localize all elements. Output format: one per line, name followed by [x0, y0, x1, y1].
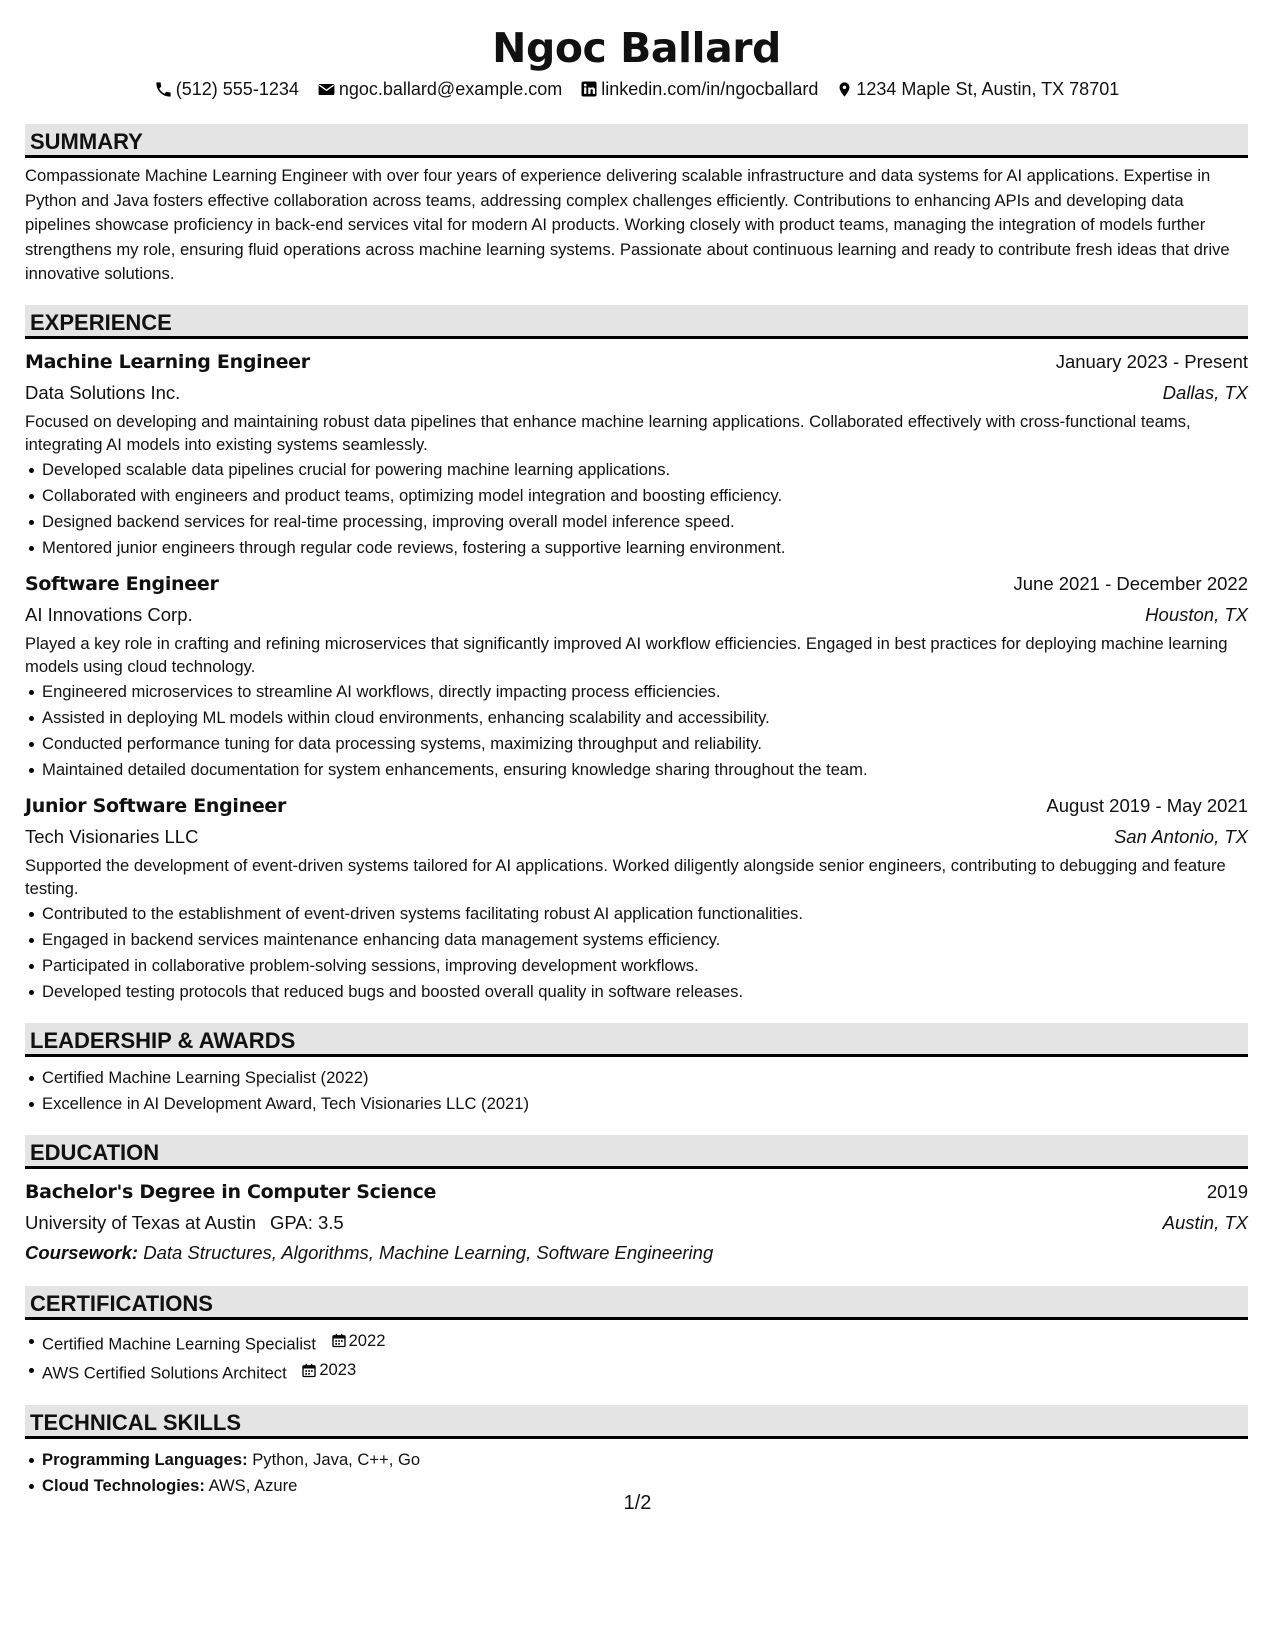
contact-linkedin[interactable] — [580, 77, 818, 101]
education-entry — [25, 1177, 1248, 1268]
job-dates: August 2019 - May 2021 — [1046, 794, 1248, 816]
job-description: Focused on developing and maintaining robust data pipelines that enhance machine learning applications. Collaborated effectively with cross-functional teams, integrating AI models into existing systems seamlessly. — [25, 411, 1191, 455]
certification-item — [42, 1357, 1248, 1387]
coursework — [25, 1238, 1248, 1268]
summary-header: SUMMARY — [25, 124, 1248, 158]
job-bullet: Developed scalable data pipelines crucial for powering machine learning applications. — [42, 457, 1248, 483]
coursework-list: Data Structures, Algorithms, Machine Learning, Software Engineering — [143, 1241, 714, 1263]
calendar-icon — [301, 1362, 317, 1379]
job-title: Junior Software Engineer — [25, 794, 287, 817]
job-bullet: Maintained detailed documentation for system enhancements, ensuring knowledge sharing throughout the team. — [42, 757, 1248, 783]
envelope-icon — [317, 80, 336, 99]
job-description: Supported the development of event-driven systems tailored for AI applications. Worked diligently alongside senior engineers, contributing to debugging and feature testing. — [25, 855, 1226, 899]
job-description: Played a key role in crafting and refining microservices that significantly improved AI workflow efficiencies. Engaged in best practices for deploying machine learning models using cloud technology. — [25, 633, 1228, 677]
experience-header: EXPERIENCE — [25, 305, 1248, 339]
calendar-icon — [331, 1332, 347, 1349]
skill-value: Python, Java, C++, Go — [252, 1449, 421, 1469]
skill-value: AWS, Azure — [208, 1475, 298, 1495]
email-address[interactable]: ngoc.ballard@example.com — [338, 79, 563, 99]
certification-item — [42, 1328, 1248, 1358]
contact-email[interactable] — [317, 77, 562, 101]
street-address: 1234 Maple St, Austin, TX 78701 — [856, 79, 1120, 99]
job-bullet: Designed backend services for real-time processing, improving overall model inference speed. — [42, 509, 1248, 535]
certification-date — [301, 1357, 356, 1383]
contact-address — [836, 77, 1119, 101]
certifications-header: CERTIFICATIONS — [25, 1286, 1248, 1320]
job-title: Machine Learning Engineer — [25, 350, 310, 373]
job-entry — [25, 569, 1248, 783]
certification-year: 2023 — [319, 1360, 357, 1380]
phone-icon — [154, 80, 173, 99]
candidate-name: Ngoc Ballard — [492, 24, 781, 72]
skill-label: Programming Languages: — [42, 1449, 248, 1469]
job-bullet: Conducted performance tuning for data processing systems, maximizing throughput and reliability. — [42, 731, 1248, 757]
skills-header: TECHNICAL SKILLS — [25, 1405, 1248, 1439]
coursework-label: Coursework: — [25, 1241, 139, 1263]
company-name: AI Innovations Corp. — [25, 603, 193, 625]
degree-title: Bachelor's Degree in Computer Science — [25, 1180, 437, 1203]
school-name: University of Texas at Austin — [25, 1211, 257, 1233]
job-location: San Antonio, TX — [1113, 825, 1248, 847]
certification-name: AWS Certified Solutions Architect — [42, 1363, 287, 1383]
phone-number: (512) 555-1234 — [175, 79, 299, 99]
education-header: EDUCATION — [25, 1135, 1248, 1169]
job-bullet: Developed testing protocols that reduced bugs and boosted overall quality in software releases. — [42, 979, 1248, 1005]
certification-year: 2022 — [348, 1330, 386, 1350]
certification-name: Certified Machine Learning Specialist — [42, 1334, 316, 1354]
job-location: Dallas, TX — [1162, 381, 1248, 403]
job-location: Houston, TX — [1145, 603, 1248, 625]
job-bullet: Assisted in deploying ML models within cloud environments, enhancing scalability and accessibility. — [42, 705, 1248, 731]
certification-date — [331, 1328, 386, 1354]
award-item: Excellence in AI Development Award, Tech Visionaries LLC (2021) — [42, 1091, 1248, 1117]
map-pin-icon — [836, 80, 853, 99]
resume-content — [25, 22, 1248, 1499]
job-title: Software Engineer — [25, 572, 219, 595]
job-dates: June 2021 - December 2022 — [1013, 572, 1248, 594]
job-bullet: Engineered microservices to streamline AI workflows, directly impacting process efficiencies. — [42, 679, 1248, 705]
job-bullet: Collaborated with engineers and product teams, optimizing model integration and boosting efficiency. — [42, 483, 1248, 509]
contact-bar — [25, 77, 1248, 101]
school-location: Austin, TX — [1162, 1211, 1248, 1233]
job-bullet: Mentored junior engineers through regular code reviews, fostering a supportive learning environment. — [42, 535, 1248, 561]
contact-phone — [154, 77, 299, 101]
job-dates: January 2023 - Present — [1055, 350, 1248, 372]
job-bullet: Participated in collaborative problem-solving sessions, improving development workflows. — [42, 953, 1248, 979]
skill-label: Cloud Technologies: — [42, 1475, 205, 1495]
job-bullet: Engaged in backend services maintenance enhancing data management systems efficiency. — [42, 927, 1248, 953]
job-bullet: Contributed to the establishment of event-driven systems facilitating robust AI application functionalities. — [42, 901, 1248, 927]
linkedin-icon — [580, 80, 598, 98]
award-item: Certified Machine Learning Specialist (2022) — [42, 1065, 1248, 1091]
summary-text: Compassionate Machine Learning Engineer with over four years of experience delivering scalable infrastructure and data systems for AI applications. Expertise in Python and Java fosters effective collaboration across teams, addressing complex challenges efficiently. Contributions to enhancing APIs and developing data pipelines showcase proficiency in back-end services vital for modern AI products. Working closely with product teams, managing the integration of models further strengthens my role, ensuring fluid operations across machine learning systems. Passionate about continuous learning and ready to contribute fresh ideas that drive innovative solutions. — [25, 166, 1230, 284]
company-name: Data Solutions Inc. — [25, 381, 181, 403]
job-entry — [25, 791, 1248, 1005]
job-entry — [25, 347, 1248, 561]
graduation-year: 2019 — [1206, 1180, 1248, 1202]
gpa: GPA: 3.5 — [270, 1211, 344, 1233]
leadership-header: LEADERSHIP & AWARDS — [25, 1023, 1248, 1057]
page-number: 1/2 — [623, 1492, 652, 1514]
linkedin-url[interactable]: linkedin.com/in/ngocballard — [601, 79, 819, 99]
skill-item — [42, 1447, 1248, 1473]
company-name: Tech Visionaries LLC — [25, 825, 199, 847]
